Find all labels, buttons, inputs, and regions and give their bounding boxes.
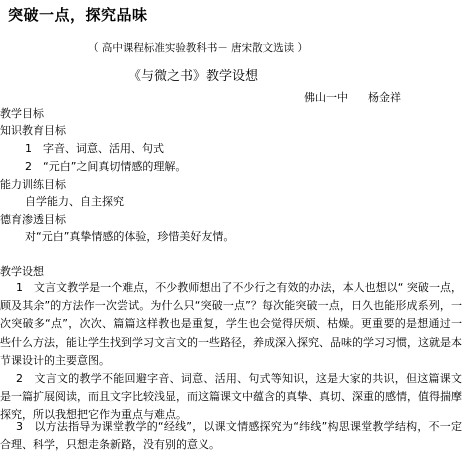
knowledge-item: 1 字音、词意、活用、句式 xyxy=(25,142,164,155)
design-paragraph-2: 2 文言文的教学不能回避字音、词意、活用、句式等知识，这是大家的共识，但这篇课文是一篇扩展阅读，而且文字比较浅显，而这篇课文中蕴含的真挚、真切、深重的感情，值得揣摩探究，所以我想把它作为重点与难点。 xyxy=(0,372,462,422)
page-title: 突破一点，探究品味 xyxy=(8,6,148,24)
knowledge-item: 2 “元白”之间真切情感的理解。 xyxy=(25,160,187,173)
textbook-subtitle: （ 高中课程标准实验教科书－ 唐宋散文选读 ） xyxy=(88,42,309,54)
design-paragraph-1: 1 文言文教学是一个难点，不少教师想出了不少行之有效的办法，本人也想以“ 突破一点，顾及其余”的方法作一次尝试。为什么只“突破一点”？每次能突破一点，日久也能形成系列，一次突破多“点”，次次、篇篇这样教也是重复，学生也会觉得厌烦、枯燥。更重要的是想通过一些什么方法，能让学生找到学习文言文的一些路径，养成深入探究、品味的学习习惯，这就是本节课设计的主要意图。 xyxy=(0,281,462,367)
author-name: 杨金祥 xyxy=(368,91,401,104)
objectives-heading: 教学目标 xyxy=(0,107,44,120)
ability-heading: 能力训练目标 xyxy=(0,178,66,191)
design-paragraph-3: 3 以方法指导为课堂教学的“经线”，以课文情感探究为“纬线”构思课堂教学结构，不一定合理、科学，只想走条新路，没有别的意义。 xyxy=(0,420,462,452)
ability-item: 自学能力、自主探究 xyxy=(25,195,124,208)
moral-item: 对“元白”真挚情感的体验，珍惜美好友情。 xyxy=(25,230,235,243)
school-name: 佛山一中 xyxy=(304,91,348,104)
lesson-title: 《与微之书》教学设想 xyxy=(128,69,259,84)
moral-heading: 德育渗透目标 xyxy=(0,213,66,226)
author-line xyxy=(304,89,401,105)
knowledge-heading: 知识教育目标 xyxy=(0,124,66,137)
design-heading: 教学设想 xyxy=(0,265,44,278)
